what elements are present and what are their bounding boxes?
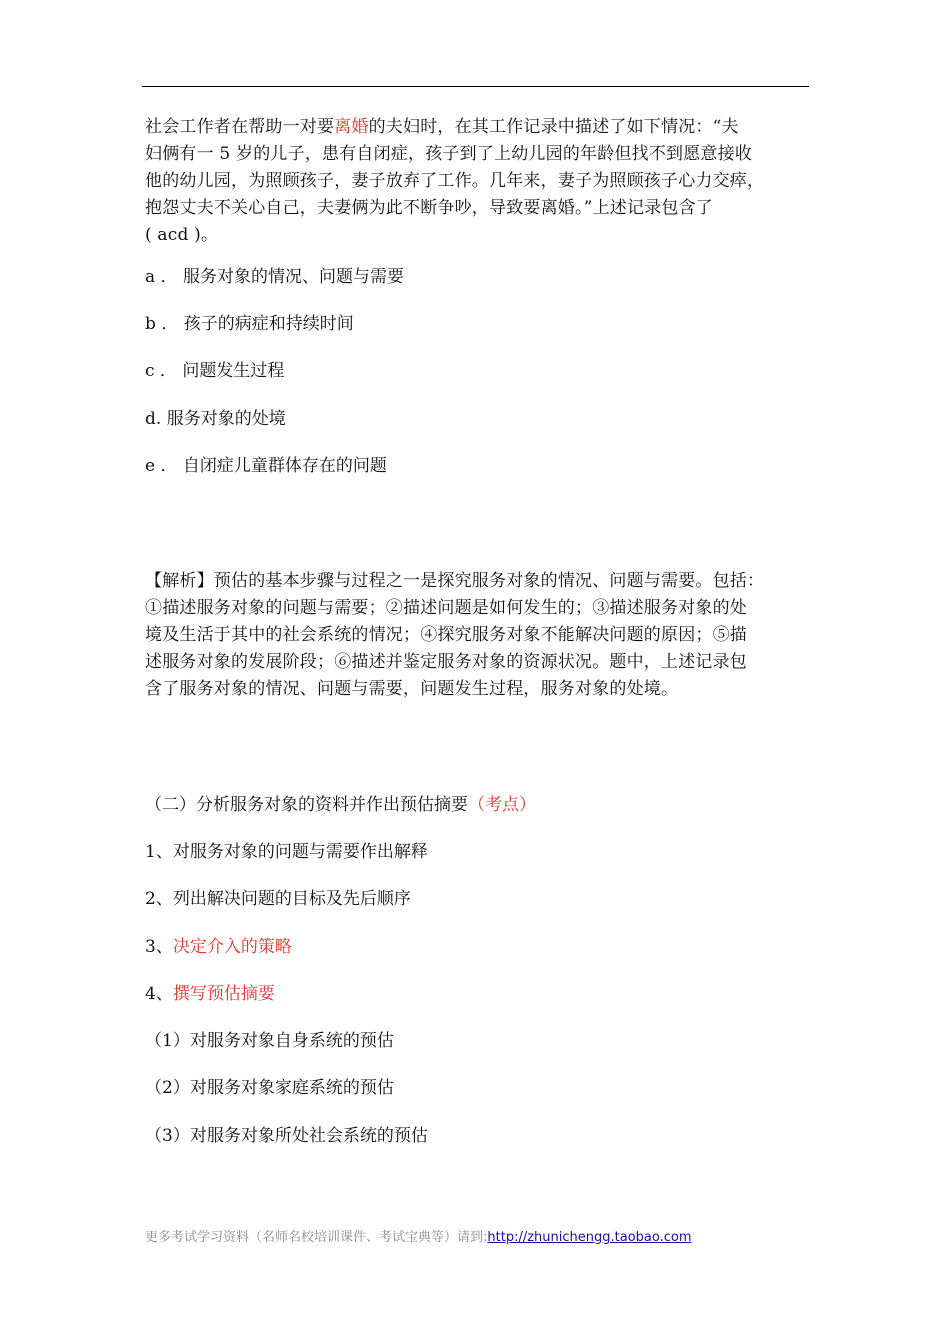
sub-item-1: （1）对服务对象自身系统的预估 xyxy=(145,1031,394,1051)
sub-item-2: （2）对服务对象家庭系统的预估 xyxy=(145,1078,394,1098)
option-b: b ． 孩子的病症和持续时间 xyxy=(145,314,354,334)
question-line: 抱怨丈夫不关心自己，夫妻俩为此不断争吵，导致要离婚。”上述记录包含了 xyxy=(145,198,713,218)
answer-line: ( acd )。 xyxy=(145,225,219,245)
analysis-line: 述服务对象的发展阶段；⑥描述并鉴定服务对象的资源状况。题中，上述记录包 xyxy=(145,652,747,672)
exam-point-tag: （考点） xyxy=(468,795,536,815)
section-heading: （二）分析服务对象的资料并作出预估摘要（考点） xyxy=(145,795,536,815)
footer-link[interactable]: http://zhunichengg.taobao.com xyxy=(487,1230,692,1245)
analysis-line: 【解析】预估的基本步骤与过程之一是探究服务对象的情况、问题与需要。包括： xyxy=(145,571,765,591)
analysis-line: ①描述服务对象的问题与需要；②描述问题是如何发生的；③描述服务对象的处 xyxy=(145,598,747,618)
option-a: a ． 服务对象的情况、问题与需要 xyxy=(145,267,404,287)
list-item-2: 2、列出解决问题的目标及先后顺序 xyxy=(145,889,411,909)
question-line: 社会工作者在帮助一对要离婚的夫妇时，在其工作记录中描述了如下情况：“夫 xyxy=(145,117,739,137)
sub-item-3: （3）对服务对象所处社会系统的预估 xyxy=(145,1126,428,1146)
option-d: d. 服务对象的处境 xyxy=(145,409,286,429)
question-text xyxy=(145,114,810,249)
analysis-line: 境及生活于其中的社会系统的情况；④探究服务对象不能解决问题的原因；⑤描 xyxy=(145,625,747,645)
highlight-divorce: 离婚 xyxy=(334,117,369,137)
analysis-text xyxy=(145,568,810,703)
option-c: c ． 问题发生过程 xyxy=(145,361,285,381)
analysis-line: 含了服务对象的情况、问题与需要，问题发生过程，服务对象的处境。 xyxy=(145,679,679,699)
list-item-1: 1、对服务对象的问题与需要作出解释 xyxy=(145,842,428,862)
question-line: 他的幼儿园，为照顾孩子，妻子放弃了工作。几年来，妻子为照顾孩子心力交瘁， xyxy=(145,171,765,191)
footer-text: 更多考试学习资料（名师名校培训课件、考试宝典等）请到: xyxy=(145,1230,488,1245)
option-e: e ． 自闭症儿童群体存在的问题 xyxy=(145,456,387,476)
list-item-3: 3、决定介入的策略 xyxy=(145,937,292,957)
header-rule xyxy=(142,86,809,87)
question-line: 妇俩有一 5 岁的儿子，患有自闭症，孩子到了上幼儿园的年龄但找不到愿意接收 xyxy=(145,144,753,164)
footer xyxy=(145,1226,692,1245)
list-item-4: 4、撰写预估摘要 xyxy=(145,984,275,1004)
